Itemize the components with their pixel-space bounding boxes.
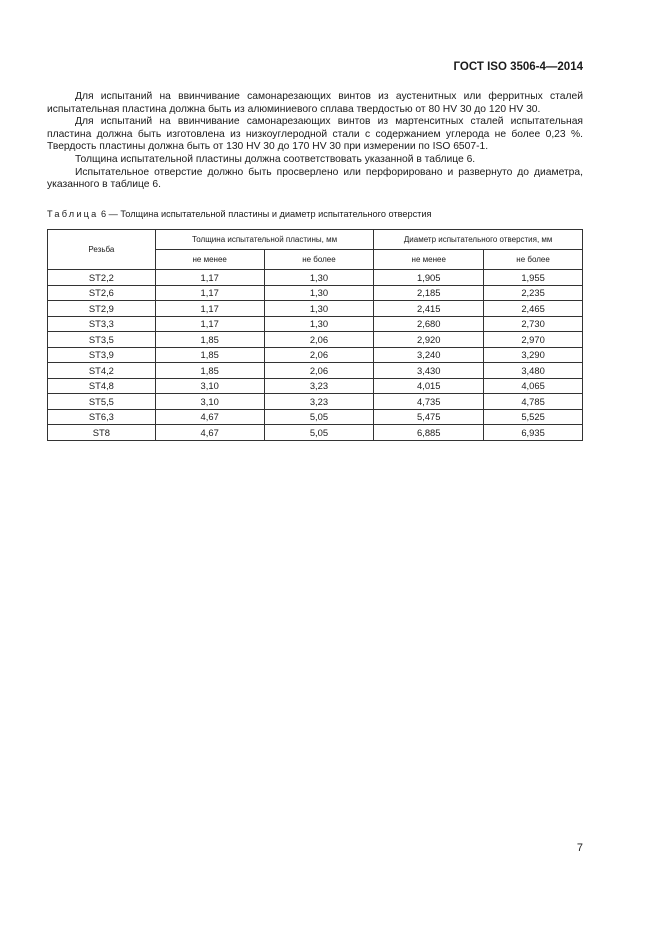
table-row — [48, 378, 583, 394]
paragraph: Для испытаний на ввинчивание самонарезающих винтов из аустенитных или ферритных сталей испытательная пластина должна быть из алюминиевого сплава твердостью от 80 HV 30 до 120 HV 30. — [47, 91, 583, 115]
cell-thickness-max: 2,06 — [264, 347, 374, 363]
cell-diameter-min: 1,905 — [374, 270, 484, 286]
cell-diameter-max: 2,465 — [484, 301, 583, 317]
cell-thread: ST3,9 — [48, 347, 156, 363]
cell-thickness-min: 3,10 — [155, 394, 264, 410]
table-row — [48, 270, 583, 286]
cell-diameter-min: 3,240 — [374, 347, 484, 363]
cell-diameter-min: 6,885 — [374, 425, 484, 441]
paragraph: Испытательное отверстие должно быть просверлено или перфорировано и развернуто до диаметра, указанного в таблице 6. — [47, 166, 583, 191]
cell-thickness-max: 2,06 — [264, 332, 374, 348]
document-code: ГОСТ ISO 3506-4—2014 — [453, 61, 583, 73]
table-row — [48, 363, 583, 379]
paragraph: Для испытаний на ввинчивание самонарезающих винтов из мартенситных сталей испытательная пластина должна быть изготовлена из низкоуглеродной стали с содержанием углерода не более 0,23 %. Твердость пластины должна быть от 130 HV 30 до 170 HV 30 при измерении по ISO 6507-1. — [47, 116, 583, 153]
cell-thread: ST2,2 — [48, 270, 156, 286]
cell-diameter-min: 4,015 — [374, 378, 484, 394]
cell-thickness-min: 1,17 — [155, 316, 264, 332]
table-row — [48, 347, 583, 363]
table-caption — [47, 209, 432, 219]
table-row — [48, 425, 583, 441]
cell-diameter-max: 3,290 — [484, 347, 583, 363]
cell-thread: ST8 — [48, 425, 156, 441]
table-caption-text: 6 — Толщина испытательной пластины и диаметр испытательного отверстия — [98, 209, 432, 219]
cell-diameter-max: 3,480 — [484, 363, 583, 379]
paragraph: Толщина испытательной пластины должна соответствовать указанной в таблице 6. — [75, 153, 476, 165]
body-text — [47, 91, 583, 192]
cell-diameter-max: 2,970 — [484, 332, 583, 348]
cell-diameter-min: 3,430 — [374, 363, 484, 379]
cell-thickness-min: 1,17 — [155, 301, 264, 317]
cell-thickness-max: 1,30 — [264, 301, 374, 317]
table-row — [48, 301, 583, 317]
table-row — [48, 332, 583, 348]
header-thickness: Толщина испытательной пластины, мм — [155, 230, 374, 250]
cell-diameter-min: 2,185 — [374, 285, 484, 301]
page-number: 7 — [576, 842, 583, 854]
subheader-thickness-min: не менее — [155, 250, 264, 270]
cell-thickness-max: 5,05 — [264, 425, 374, 441]
cell-thickness-min: 4,67 — [155, 409, 264, 425]
subheader-diameter-min: не менее — [374, 250, 484, 270]
table-row — [48, 316, 583, 332]
cell-thickness-min: 1,85 — [155, 363, 264, 379]
cell-diameter-max: 5,525 — [484, 409, 583, 425]
cell-thread: ST4,8 — [48, 378, 156, 394]
cell-diameter-min: 5,475 — [374, 409, 484, 425]
cell-thickness-min: 1,85 — [155, 347, 264, 363]
subheader-thickness-max: не более — [264, 250, 374, 270]
cell-diameter-max: 2,730 — [484, 316, 583, 332]
cell-thickness-max: 3,23 — [264, 378, 374, 394]
cell-thickness-min: 1,17 — [155, 285, 264, 301]
table-row — [48, 394, 583, 410]
cell-thickness-max: 3,23 — [264, 394, 374, 410]
cell-thread: ST6,3 — [48, 409, 156, 425]
cell-diameter-max: 1,955 — [484, 270, 583, 286]
table-header-row — [48, 230, 583, 250]
table-body — [48, 230, 583, 441]
cell-thickness-min: 1,17 — [155, 270, 264, 286]
cell-diameter-max: 2,235 — [484, 285, 583, 301]
table-caption-label: Таблица — [47, 209, 99, 219]
cell-diameter-min: 2,415 — [374, 301, 484, 317]
cell-thread: ST3,5 — [48, 332, 156, 348]
specification-table — [47, 229, 583, 441]
cell-diameter-max: 6,935 — [484, 425, 583, 441]
cell-thread: ST2,9 — [48, 301, 156, 317]
subheader-diameter-max: не более — [484, 250, 583, 270]
header-diameter: Диаметр испытательного отверстия, мм — [374, 230, 583, 250]
cell-diameter-max: 4,065 — [484, 378, 583, 394]
cell-diameter-min: 4,735 — [374, 394, 484, 410]
cell-thickness-max: 1,30 — [264, 270, 374, 286]
cell-thickness-max: 1,30 — [264, 316, 374, 332]
header-thread: Резьба — [48, 230, 156, 270]
cell-diameter-min: 2,680 — [374, 316, 484, 332]
cell-thickness-min: 4,67 — [155, 425, 264, 441]
cell-thickness-min: 1,85 — [155, 332, 264, 348]
cell-thread: ST2,6 — [48, 285, 156, 301]
cell-thickness-max: 1,30 — [264, 285, 374, 301]
cell-diameter-min: 2,920 — [374, 332, 484, 348]
cell-thread: ST3,3 — [48, 316, 156, 332]
cell-thread: ST5,5 — [48, 394, 156, 410]
cell-thickness-max: 5,05 — [264, 409, 374, 425]
cell-thickness-max: 2,06 — [264, 363, 374, 379]
cell-thickness-min: 3,10 — [155, 378, 264, 394]
table-row — [48, 285, 583, 301]
cell-thread: ST4,2 — [48, 363, 156, 379]
table-row — [48, 409, 583, 425]
cell-diameter-max: 4,785 — [484, 394, 583, 410]
